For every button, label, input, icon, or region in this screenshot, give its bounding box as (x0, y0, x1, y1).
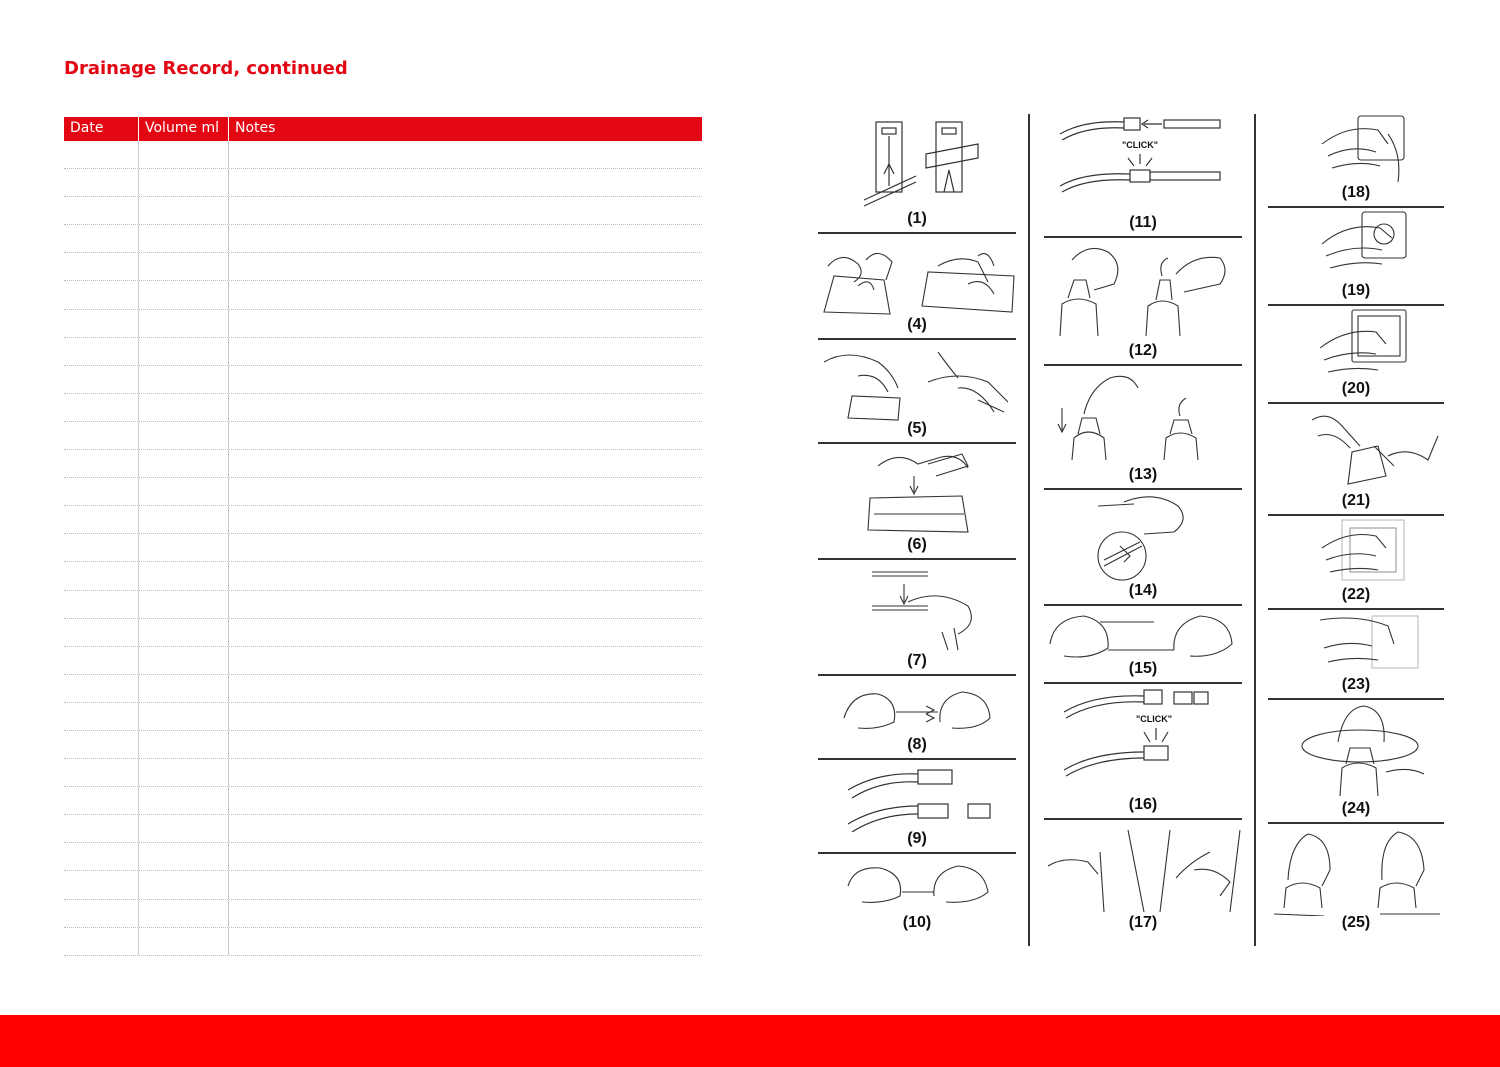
table-row (64, 310, 702, 338)
step-number: (16) (1128, 796, 1158, 813)
step-25-illustration (1268, 826, 1444, 936)
volume-cell (139, 310, 229, 337)
step-16-illustration (1044, 686, 1242, 820)
date-cell (64, 478, 139, 505)
notes-cell (229, 928, 702, 955)
step-number: (9) (907, 830, 927, 847)
date-cell (64, 731, 139, 758)
step-number: (4) (907, 316, 927, 333)
step-15-illustration (1044, 608, 1242, 684)
notes-cell (229, 843, 702, 870)
notes-cell (229, 787, 702, 814)
notes-cell (229, 815, 702, 842)
click-label: "CLICK" (1122, 140, 1159, 150)
step-13-illustration (1044, 368, 1242, 490)
notes-cell (229, 225, 702, 252)
step-number: (19) (1341, 282, 1371, 299)
volume-cell (139, 787, 229, 814)
volume-cell (139, 281, 229, 308)
table-row (64, 562, 702, 590)
step-20-illustration (1268, 308, 1444, 404)
volume-cell (139, 197, 229, 224)
table-row (64, 141, 702, 169)
volume-cell (139, 703, 229, 730)
date-cell (64, 366, 139, 393)
step-number: (22) (1341, 586, 1371, 603)
step-5-illustration (818, 342, 1016, 444)
table-row (64, 338, 702, 366)
notes-cell (229, 281, 702, 308)
date-cell (64, 169, 139, 196)
step-1-illustration (818, 114, 1016, 234)
step-number: (25) (1341, 914, 1371, 931)
step-6-illustration (818, 446, 1016, 560)
volume-cell (139, 731, 229, 758)
table-body (64, 141, 702, 956)
notes-cell (229, 534, 702, 561)
date-cell (64, 450, 139, 477)
table-row (64, 534, 702, 562)
step-number: (20) (1341, 380, 1371, 397)
volume-cell (139, 394, 229, 421)
step-number: (8) (907, 736, 927, 753)
table-row (64, 871, 702, 899)
table-row (64, 366, 702, 394)
header-notes: Notes (235, 120, 276, 136)
step-number: (18) (1341, 184, 1371, 201)
step-8-illustration (818, 678, 1016, 760)
volume-cell (139, 169, 229, 196)
step-11-illustration (1044, 114, 1242, 238)
header-date: Date (64, 117, 139, 141)
date-cell (64, 281, 139, 308)
date-cell (64, 394, 139, 421)
table-row (64, 703, 702, 731)
volume-cell (139, 928, 229, 955)
date-cell (64, 928, 139, 955)
table-row (64, 759, 702, 787)
notes-cell (229, 619, 702, 646)
notes-cell (229, 366, 702, 393)
notes-cell (229, 478, 702, 505)
volume-cell (139, 506, 229, 533)
table-row (64, 169, 702, 197)
footer-bar (0, 1015, 1500, 1067)
volume-cell (139, 141, 229, 168)
step-number: (7) (907, 652, 927, 669)
volume-cell (139, 534, 229, 561)
step-number: (13) (1128, 466, 1158, 483)
date-cell (64, 647, 139, 674)
date-cell (64, 787, 139, 814)
step-number: (14) (1128, 582, 1158, 599)
volume-cell (139, 675, 229, 702)
date-cell (64, 759, 139, 786)
step-number: (1) (907, 210, 927, 227)
step-number: (21) (1341, 492, 1371, 509)
notes-cell (229, 759, 702, 786)
notes-cell (229, 141, 702, 168)
table-row (64, 928, 702, 956)
step-number: (17) (1128, 914, 1158, 931)
table-row (64, 787, 702, 815)
date-cell (64, 506, 139, 533)
table-row (64, 900, 702, 928)
notes-cell (229, 169, 702, 196)
volume-cell (139, 450, 229, 477)
volume-cell (139, 871, 229, 898)
table-row (64, 815, 702, 843)
date-cell (64, 591, 139, 618)
volume-cell (139, 478, 229, 505)
date-cell (64, 225, 139, 252)
volume-cell (139, 225, 229, 252)
step-19-illustration (1268, 210, 1444, 306)
step-number: (11) (1129, 214, 1157, 231)
date-cell (64, 815, 139, 842)
date-cell (64, 253, 139, 280)
step-23-illustration (1268, 612, 1444, 700)
date-cell (64, 534, 139, 561)
notes-cell (229, 338, 702, 365)
volume-cell (139, 422, 229, 449)
notes-cell (229, 253, 702, 280)
notes-cell (229, 422, 702, 449)
step-12-illustration (1044, 240, 1242, 366)
date-cell (64, 141, 139, 168)
table-row (64, 506, 702, 534)
step-number: (24) (1341, 800, 1371, 817)
date-cell (64, 900, 139, 927)
notes-cell (229, 562, 702, 589)
click-label: "CLICK" (1136, 714, 1173, 724)
table-row (64, 225, 702, 253)
table-row (64, 647, 702, 675)
date-cell (64, 310, 139, 337)
date-cell (64, 703, 139, 730)
volume-cell (139, 619, 229, 646)
step-10-illustration (818, 856, 1016, 936)
date-cell (64, 422, 139, 449)
date-cell (64, 619, 139, 646)
step-17-illustration (1044, 822, 1242, 936)
volume-cell (139, 366, 229, 393)
table-row (64, 253, 702, 281)
step-18-illustration (1268, 114, 1444, 208)
column-divider (1254, 114, 1256, 946)
notes-cell (229, 197, 702, 224)
column-divider (1028, 114, 1030, 946)
step-24-illustration (1268, 702, 1444, 824)
notes-cell (229, 647, 702, 674)
notes-cell (229, 703, 702, 730)
table-row (64, 450, 702, 478)
table-row (64, 619, 702, 647)
volume-cell (139, 759, 229, 786)
date-cell (64, 675, 139, 702)
notes-cell (229, 871, 702, 898)
step-4-illustration (818, 236, 1016, 340)
volume-cell (139, 647, 229, 674)
step-21-illustration (1268, 406, 1444, 516)
notes-cell (229, 506, 702, 533)
table-row (64, 394, 702, 422)
date-cell (64, 338, 139, 365)
drainage-record-table (64, 117, 702, 956)
step-number: (6) (907, 536, 927, 553)
table-header (64, 117, 702, 141)
volume-cell (139, 591, 229, 618)
notes-cell (229, 731, 702, 758)
volume-cell (139, 900, 229, 927)
notes-cell (229, 675, 702, 702)
table-row (64, 731, 702, 759)
step-number: (10) (902, 914, 932, 931)
notes-cell (229, 310, 702, 337)
notes-cell (229, 591, 702, 618)
table-row (64, 675, 702, 703)
date-cell (64, 843, 139, 870)
date-cell (64, 197, 139, 224)
step-number: (5) (907, 420, 927, 437)
table-row (64, 478, 702, 506)
volume-cell (139, 338, 229, 365)
step-14-illustration (1044, 492, 1242, 606)
step-7-illustration (818, 562, 1016, 676)
table-row (64, 281, 702, 309)
step-number: (23) (1341, 676, 1371, 693)
date-cell (64, 871, 139, 898)
table-row (64, 197, 702, 225)
step-9-illustration (818, 762, 1016, 854)
step-22-illustration (1268, 518, 1444, 610)
volume-cell (139, 253, 229, 280)
volume-cell (139, 562, 229, 589)
notes-cell (229, 900, 702, 927)
header-volume: Volume ml (139, 117, 229, 141)
step-number: (15) (1128, 660, 1158, 677)
notes-cell (229, 450, 702, 477)
step-number: (12) (1128, 342, 1158, 359)
page-title: Drainage Record, continued (64, 58, 348, 79)
date-cell (64, 562, 139, 589)
table-row (64, 422, 702, 450)
volume-cell (139, 815, 229, 842)
notes-cell (229, 394, 702, 421)
volume-cell (139, 843, 229, 870)
table-row (64, 843, 702, 871)
table-row (64, 591, 702, 619)
